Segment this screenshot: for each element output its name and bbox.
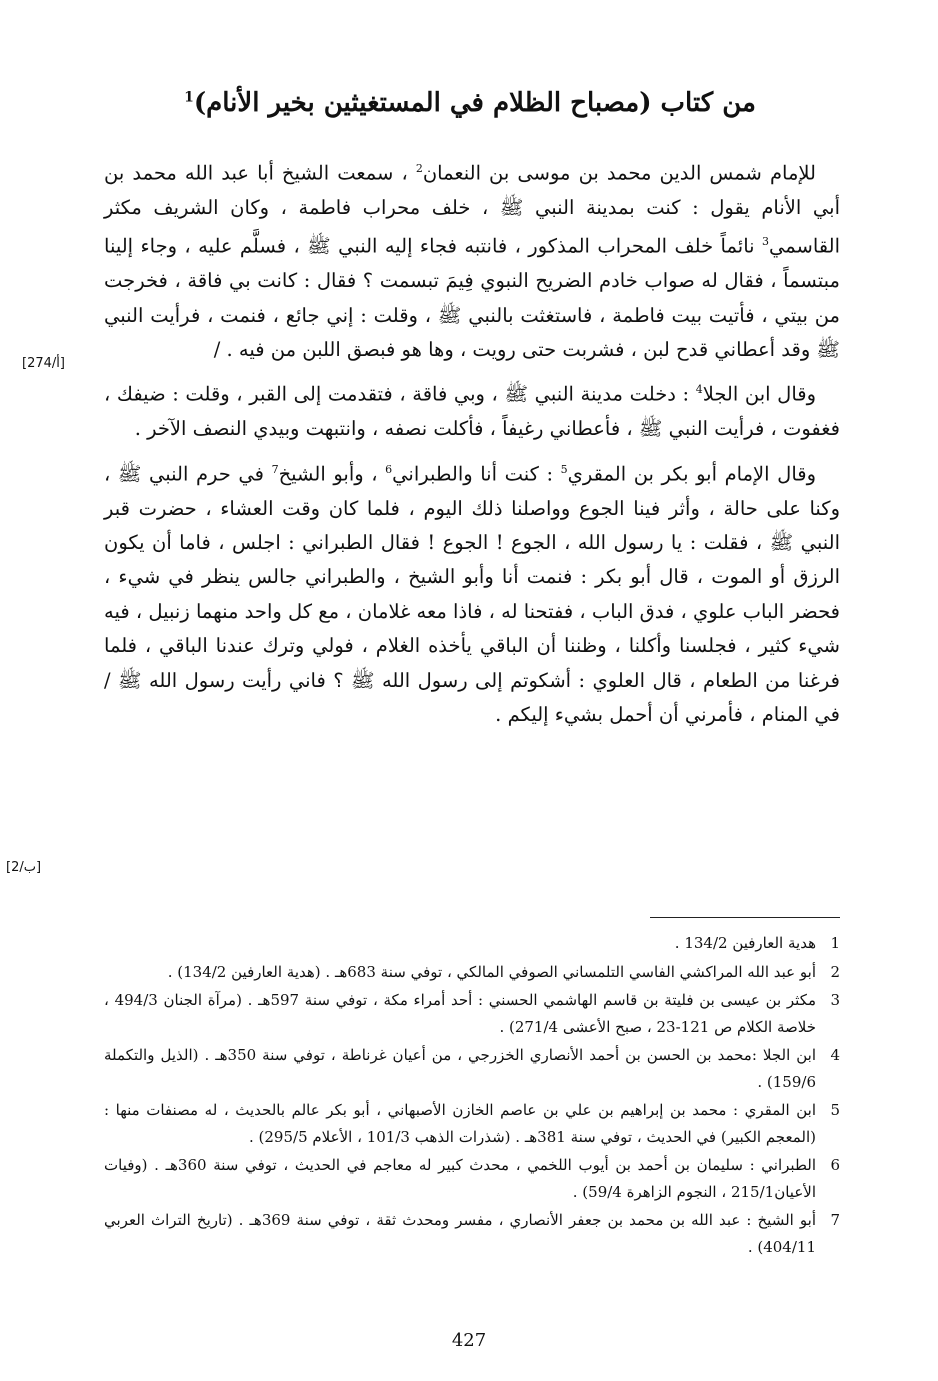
paragraph-text: في حرم النبي ﷺ ، وكنا على حالة ، وأثر فينا الجوع وواصلنا ذلك اليوم ، فلما كان وقت العشاء ، حضرت قبر النبي ﷺ ، فقلت : يا رسول الله ، الجوع ! الجوع ! فقال الطبراني : اجلس ، فاما أن يكون الرزق أو الموت ، قال أبو بكر : فنمت أنا وأبو الشيخ ، والطبراني جالس ينظر في شيء ، فحضر الباب علوي ، فدق الباب ، ففتحنا له ، فاذا معه غلامان ، مع كل واحد منهما زنبيل ، فيه شيء كثير ، فجلسنا وأكلنا ، وظننا أن الباقي يأخذه الغلام ، فولي وترك عندنا الباقي ، فلما فرغنا من الطعام ، قال العلوي : أشكوتم إلى رسول الله ﷺ ؟ فاني رأيت رسول الله ﷺ / في المنام ، فأمرني أن أحمل بشيء إليكم . — [104, 462, 840, 727]
footnote-number: 7 — [830, 1211, 840, 1229]
footnote-text: الطبراني : سليمان بن أحمد بن أيوب اللخمي ، محدث كبير له معاجم في الحديث ، توفي سنة 360هـ . (وفيات الأعيان215/1 ، النجوم الزاهرة 59/4) . — [104, 1156, 816, 1201]
paragraph-text: وقال الإمام أبو بكر بن المقري — [567, 462, 816, 486]
footnote-divider — [650, 917, 840, 918]
margin-reference-1: [274/أ] — [22, 356, 65, 371]
footnote-ref: 5 — [560, 462, 568, 476]
paragraph-text: للإمام شمس الدين محمد بن موسى بن النعمان — [422, 161, 816, 185]
body-paragraph — [104, 373, 840, 446]
footnote-ref: 4 — [695, 383, 703, 397]
footnotes — [104, 930, 840, 1262]
footnote-number: 6 — [830, 1156, 840, 1174]
paragraph-text: : دخلت مدينة النبي ﷺ ، وبي فاقة ، فتقدمت إلى القبر ، وقلت : ضيفك ، فغفوت ، فرأيت النبي ﷺ ، فأعطاني رغيفاً ، فأكلت نصفه ، وانتبهت وبيدي النصف الآخر . — [104, 382, 840, 441]
paragraph-text: ، وأبو الشيخ — [278, 462, 386, 486]
page-number: 427 — [451, 1330, 487, 1351]
body-text — [104, 152, 840, 739]
footnote-ref: 2 — [415, 162, 423, 175]
paragraph-text: : كنت أنا والطبراني — [392, 462, 561, 486]
title-text: من كتاب (مصباح الظلام في المستغيثين بخير الأنام) — [193, 88, 756, 118]
margin-reference-2: [2/ب] — [6, 860, 42, 875]
footnote-text: مكثر بن عيسى بن فليتة بن قاسم الهاشمي الحسني : أحد أمراء مكة ، توفي سنة 597هـ . (مرآة الجنان 494/3 ، خلاصة الكلام ص 121-23 ، صبح الأعشى 271/4) . — [104, 991, 817, 1036]
footnote-ref: 6 — [385, 462, 393, 476]
footnote-ref: 7 — [271, 462, 279, 476]
footnote-number: 4 — [830, 1046, 840, 1064]
page-title — [150, 88, 790, 118]
body-paragraph — [104, 453, 840, 733]
footnote-number: 5 — [830, 1101, 840, 1119]
footnote-number: 1 — [830, 934, 840, 952]
footnote-text: أبو عبد الله المراكشي الفاسي التلمساني الصوفي المالكي ، توفي سنة 683هـ . (هدية العارفين 134/2) . — [167, 962, 816, 981]
footnote-text: هدية العارفين 134/2 . — [674, 934, 816, 952]
footnote-text: ابن المقري : محمد بن إبراهيم بن علي بن عاصم الخازن الأصبهاني ، أبو بكر عالم بالحديث ، له مصنفات منها : (المعجم الكبير) في الحديث ، توفي سنة 381هـ . (شذرات الذهب 101/3 ، الأعلام 295/5) . — [104, 1101, 816, 1146]
body-paragraph — [104, 152, 840, 367]
footnote-item — [104, 1207, 840, 1260]
footnote-ref: 3 — [761, 235, 769, 249]
footnote-item — [104, 987, 840, 1040]
footnote-number: 2 — [830, 962, 840, 981]
paragraph-text: وقال ابن الجلا — [702, 382, 817, 406]
footnote-item — [104, 1097, 840, 1150]
footnote-item — [104, 1152, 840, 1205]
footnote-text: أبو الشيخ : عبد الله بن محمد بن جعفر الأنصاري ، مفسر ومحدث ثقة ، توفي سنة 369هـ . (تاريخ التراث العربي 404/11) . — [104, 1211, 816, 1256]
footnote-item — [104, 959, 840, 986]
footnote-item — [104, 1042, 840, 1095]
footnote-item — [104, 930, 840, 957]
footnote-number: 3 — [830, 991, 840, 1009]
footnote-text: ابن الجلا :محمد بن الحسن بن أحمد الأنصاري الخزرجي ، من أعيان غرناطة ، توفي سنة 350هـ . (الذيل والتكملة 159/6) . — [104, 1046, 816, 1091]
title-footnote-ref: 1 — [184, 89, 194, 106]
paragraph-text: ، سمعت الشيخ أبا عبد الله محمد بن أبي الأنام يقول : كنت بمدينة النبي ﷺ ، خلف محراب فاطمة ، وكان الشريف مكثر القاسمي — [104, 161, 840, 258]
paragraph-text: نائماً خلف المحراب المذكور ، فانتبه فجاء إليه النبي ﷺ ، فسلَّم عليه ، وجاء إلينا مبتسماً ، فقال له صواب خادم الضريح النبوي فِيمَ تبسمت ؟ فقال : كانت بي فاقة ، فخرجت من بيتي ، فأتيت بيت فاطمة ، فاستغثت بالنبي ﷺ ، وقلت : إني جائع ، فنمت ، فرأيت النبي ﷺ وقد أعطاني قدح لبن ، فشربت حتى رويت ، وها هو فبصق اللبن من فيه . / — [104, 234, 840, 362]
